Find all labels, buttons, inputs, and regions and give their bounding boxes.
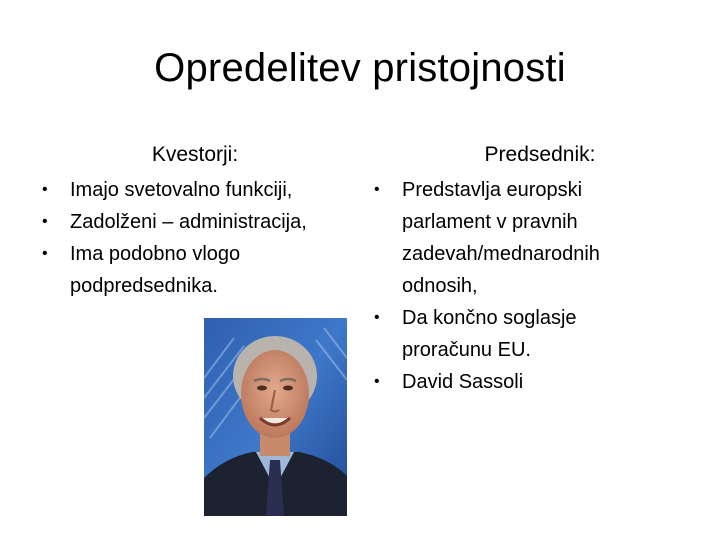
bullet-icon: •: [42, 181, 48, 198]
list-item: [360, 302, 660, 366]
list-item: [360, 174, 660, 302]
list-item: [28, 174, 358, 206]
list-item: [28, 238, 358, 302]
portrait-photo: [204, 318, 347, 516]
bullet-icon: •: [42, 245, 48, 262]
predsednik-heading: Predsednik:: [484, 143, 596, 166]
list-item-text: Predstavlja europski parlament v pravnih zadevah/mednarodnih odnosih,: [402, 179, 600, 297]
bullet-icon: •: [374, 373, 380, 390]
bullet-icon: •: [374, 181, 380, 198]
list-item-text: Da končno soglasje proračunu EU.: [402, 307, 577, 361]
slide-title: Opredelitev pristojnosti: [154, 46, 566, 90]
kvestorji-heading: Kvestorji:: [151, 143, 239, 166]
kvestorji-list: [28, 174, 358, 302]
bullet-icon: •: [374, 309, 380, 326]
list-item-text: Imajo svetovalno funkciji,: [70, 179, 293, 201]
list-item: [360, 366, 660, 398]
list-item-text: Zadolženi – administracija,: [70, 211, 307, 233]
portrait-illustration: [204, 318, 347, 516]
predsednik-list: [360, 174, 660, 398]
bullet-icon: •: [42, 213, 48, 230]
list-item-text: Ima podobno vlogo podpredsednika.: [70, 243, 241, 297]
list-item: [28, 206, 358, 238]
list-item-text: David Sassoli: [402, 371, 524, 393]
